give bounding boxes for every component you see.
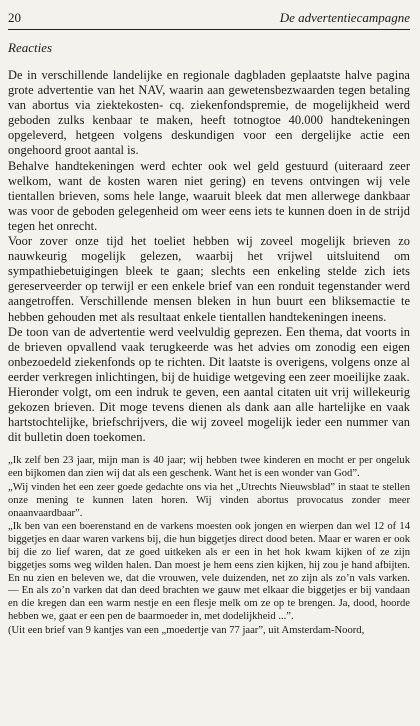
paragraph: Hieronder volgt, om een indruk te geven, een aantal citaten uit vrij willekeurig gekozen brieven. Dit moge tevens dienen als dank aan alle hartelijke en vaak hartstochtelijke, briefschrijvers, die wij zoveel mogelijk ieder een nummer van dit bulletin doen toekomen. <box>8 384 410 445</box>
running-title: De advertentiecampagne <box>279 10 410 25</box>
page-header <box>8 10 410 27</box>
quote: „Wij vinden het een zeer goede gedachte ons via het „Utrechts Nieuwsblad” in staat te stellen onze mening te kunnen laten horen. Wij vinden abortus provocatus zonder meer onaanvaardbaar”. <box>8 481 410 519</box>
quote: „Ik zelf ben 23 jaar, mijn man is 40 jaar; wij hebben twee kinderen en mocht er per ongeluk een bijkomen dan zien wij dat als een geschenk. Want het is een wonder van God”. <box>8 455 410 480</box>
header-rule <box>8 29 410 30</box>
paragraph: Voor zover onze tijd het toeliet hebben wij zoveel mogelijk brieven zo nauwkeurig mogelijk gelezen, waarbij het vrijwel uitsluitend om sympathiebetuigingen bleek te gaan; slechts een enkeling stelde zich iets gereserveerder op terwijl er een enkele brief van een ronduit tegenstander werd aangetroffen. Verschillende mensen bleken in hun buurt een bliksemactie te hebben gehouden met als resultaat enkele tientallen handtekeningen ineens. <box>8 234 410 324</box>
quotes-section <box>8 455 410 637</box>
quote: (Uit een brief van 9 kantjes van een „moedertje van 77 jaar”, uit Amsterdam-Noord, <box>8 624 365 636</box>
paragraph: Behalve handtekeningen werd echter ook wel geld gestuurd (uiteraard zeer welkom, want de kosten waren niet gering) en tevens ontvingen wij vele tientallen brieven, soms hele lange, waaruit bleek dat men allerwege dankbaar was voor de geboden gelegenheid om weer eens iets te kunnen doen in de strijd tegen het onrecht. <box>8 158 410 233</box>
paragraph: De in verschillende landelijke en regionale dagbladen geplaatste halve pagina grote advertentie van het NAV, waarin aan gewetensbezwaarden tegen betaling van abortus via ziektekosten- cq. ziekenfondspremie, de mogelijkheid werd geboden zulks kenbaar te maken, heeft totnogtoe 40.000 handtekeningen opgeleverd, hetgeen volgens deskundigen voor een dergelijke actie een ongehoord groot aantal is. <box>8 68 410 158</box>
paragraph: De toon van de advertentie werd veelvuldig geprezen. Een thema, dat voorts in de brieven opvallend vaak terugkeerde was het advies om zonodig een eigen onbezoedeld ziekenfonds op te richten. Dit laatste is overigens, volgens onze al eerder verkregen inlichtingen, bij de huidige wetgeving een zeer moeilijke zaak. <box>8 324 410 384</box>
quote: „Ik ben van een boerenstand en de varkens moesten ook jongen en wierpen dan wel 12 of 14 biggetjes en daar waren varkens bij, die hun biggetjes direct dood beten. Maar er waren er ook bij die zo lief waren, dat ze goed uitkeken als er een in het hok kwam kijken of ze zijn biggetjes soms weg wilden halen. Dan moest je hem eens zien kijken, hij zou je hand afbijten. En nu zien en beleven we, dat die vrouwen, vele duizenden, net zo zijn als zo’n vals varken. — En als zo’n varken dat dan deed brachten we gauw met elkaar die biggetjes er bij vandaan en die kregen dan een warm nestje en een flesje melk om ze op te brengen. Ja, dood, hoorde hebben we, gaat er een pen de baarmoeder in, met dodelijkheid ...”. <box>8 521 410 622</box>
page-number: 20 <box>8 10 21 25</box>
section-title: Reacties <box>8 40 53 55</box>
body-text <box>8 68 410 445</box>
